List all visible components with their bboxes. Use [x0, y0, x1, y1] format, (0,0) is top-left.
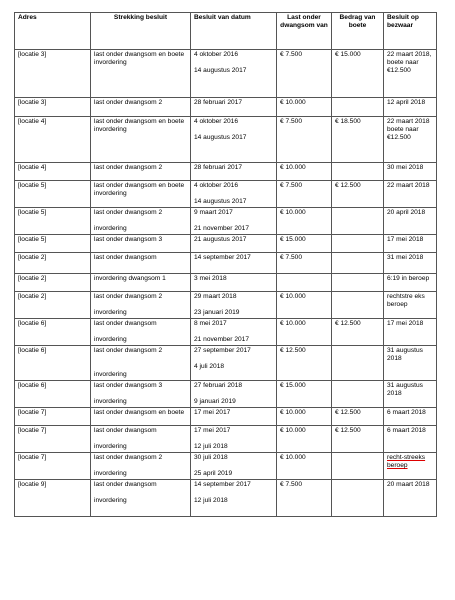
- cell-adres-text: [locatie 4]: [18, 118, 47, 125]
- cell-boete: [332, 253, 384, 274]
- cell-datum-text: 17 mei 2017: [194, 409, 231, 416]
- cell-strekking-text: last onder dwangsom 2 invordering: [94, 347, 163, 378]
- cell-strekking-text: last onder dwangsom en boete: [94, 409, 185, 416]
- cell-adres-text: [locatie 5]: [18, 236, 47, 243]
- header-boete: Bedrag van boete: [332, 13, 384, 50]
- cell-adres: [15, 480, 91, 517]
- cell-adres-text: [locatie 7]: [18, 427, 47, 434]
- cell-bezwaar: [384, 453, 437, 480]
- cell-last: [277, 319, 332, 346]
- cell-datum-text: 4 oktober 2016 14 augustus 2017: [194, 182, 247, 205]
- cell-datum-text: 4 oktober 2016 14 augustus 2017: [194, 118, 247, 141]
- cell-bezwaar-text: 31 augustus 2018: [387, 347, 423, 362]
- cell-last: [277, 480, 332, 517]
- cell-bezwaar: [384, 346, 437, 381]
- cell-strekking: [91, 181, 191, 208]
- table-row: [15, 480, 437, 517]
- cell-bezwaar-text: 22 maart 2018: [387, 182, 430, 189]
- cell-strekking: [91, 163, 191, 181]
- cell-datum-text: 14 september 2017: [194, 254, 251, 261]
- cell-bezwaar: [384, 292, 437, 319]
- cell-strekking-text: last onder dwangsom 3: [94, 236, 163, 243]
- table-row: [15, 346, 437, 381]
- cell-last-text: € 10.000: [280, 454, 306, 461]
- cell-strekking: [91, 480, 191, 517]
- cell-bezwaar-text: 12 april 2018: [387, 99, 426, 106]
- cell-bezwaar-text: 17 mei 2018: [387, 320, 424, 327]
- cell-last-text: € 10.000: [280, 209, 306, 216]
- table-row: [15, 381, 437, 408]
- cell-last-text: € 10.000: [280, 164, 306, 171]
- cell-datum: [191, 208, 277, 235]
- cell-strekking: [91, 381, 191, 408]
- table-row: [15, 50, 437, 98]
- cell-bezwaar-text: 30 mei 2018: [387, 164, 424, 171]
- cell-adres: [15, 408, 91, 426]
- cell-last-text: € 10.000: [280, 99, 306, 106]
- cell-last: [277, 426, 332, 453]
- table-row: [15, 408, 437, 426]
- cell-datum: [191, 319, 277, 346]
- cell-adres-text: [locatie 5]: [18, 182, 47, 189]
- cell-adres-text: [locatie 2]: [18, 254, 47, 261]
- cell-bezwaar-text: 20 april 2018: [387, 209, 426, 216]
- cell-adres: [15, 274, 91, 292]
- cell-datum-text: 21 augustus 2017: [194, 236, 247, 243]
- table-row: [15, 163, 437, 181]
- cell-last: [277, 98, 332, 117]
- cell-adres: [15, 346, 91, 381]
- cell-last: [277, 208, 332, 235]
- cell-datum-text: 27 september 2017 4 juli 2018: [194, 347, 251, 370]
- cell-boete: [332, 346, 384, 381]
- cell-boete: [332, 117, 384, 163]
- cell-boete: [332, 235, 384, 253]
- cell-strekking: [91, 426, 191, 453]
- cell-last-text: € 10.000: [280, 293, 306, 300]
- cell-last: [277, 453, 332, 480]
- cell-datum: [191, 274, 277, 292]
- table-row: [15, 274, 437, 292]
- cell-last-text: € 15.000: [280, 236, 306, 243]
- cell-boete: [332, 181, 384, 208]
- cell-datum-text: 3 mei 2018: [194, 275, 227, 282]
- cell-bezwaar-text: 22 maart 2018, boete naar €12.500: [387, 51, 432, 74]
- cell-adres: [15, 208, 91, 235]
- cell-boete: [332, 292, 384, 319]
- cell-adres-text: [locatie 4]: [18, 164, 47, 171]
- cell-last: [277, 408, 332, 426]
- cell-datum-text: 4 oktober 2016 14 augustus 2017: [194, 51, 247, 74]
- cell-last: [277, 292, 332, 319]
- cell-bezwaar-text: 31 augustus 2018: [387, 382, 423, 397]
- cell-boete-text: € 12.500: [335, 409, 361, 416]
- cell-adres-text: [locatie 5]: [18, 209, 47, 216]
- cell-boete: [332, 408, 384, 426]
- cell-bezwaar: [384, 117, 437, 163]
- cell-strekking-text: invordering dwangsom 1: [94, 275, 166, 282]
- cell-datum: [191, 253, 277, 274]
- cell-boete: [332, 381, 384, 408]
- cell-bezwaar: [384, 274, 437, 292]
- cell-strekking-text: last onder dwangsom en boete invordering: [94, 51, 185, 66]
- cell-bezwaar: [384, 208, 437, 235]
- cell-last: [277, 50, 332, 98]
- cell-last: [277, 346, 332, 381]
- cell-bezwaar: [384, 235, 437, 253]
- table-row: [15, 181, 437, 208]
- cell-adres: [15, 253, 91, 274]
- cell-strekking: [91, 117, 191, 163]
- cell-strekking-text: last onder dwangsom 2 invordering: [94, 293, 163, 316]
- cell-adres-text: [locatie 6]: [18, 320, 47, 327]
- cell-boete: [332, 98, 384, 117]
- cell-bezwaar: [384, 426, 437, 453]
- cell-last-text: € 10.000: [280, 320, 306, 327]
- cell-boete-text: € 12.500: [335, 320, 361, 327]
- cell-last-text: € 7.500: [280, 118, 302, 125]
- cell-adres: [15, 453, 91, 480]
- cell-adres-text: [locatie 7]: [18, 454, 47, 461]
- cell-last: [277, 163, 332, 181]
- cell-strekking-text: last onder dwangsom 2 invordering: [94, 454, 163, 477]
- table-row: [15, 117, 437, 163]
- cell-adres-text: [locatie 3]: [18, 51, 47, 58]
- cell-bezwaar-text: recht-streeks beroep: [387, 454, 426, 469]
- cell-adres-text: [locatie 6]: [18, 347, 47, 354]
- cell-datum: [191, 292, 277, 319]
- cell-bezwaar-text: 6 maart 2018: [387, 427, 426, 434]
- cell-adres: [15, 292, 91, 319]
- cell-strekking: [91, 98, 191, 117]
- cell-last-text: € 7.500: [280, 182, 302, 189]
- cell-bezwaar-text: 22 maart 2018 boete naar €12.500: [387, 118, 430, 141]
- table-row: [15, 253, 437, 274]
- cell-strekking: [91, 253, 191, 274]
- cell-strekking: [91, 50, 191, 98]
- cell-adres: [15, 319, 91, 346]
- header-adres: Adres: [15, 13, 91, 50]
- cell-datum: [191, 235, 277, 253]
- cell-strekking: [91, 235, 191, 253]
- cell-datum-text: 28 februari 2017: [194, 164, 243, 171]
- cell-last-text: € 7.500: [280, 481, 302, 488]
- cell-adres: [15, 426, 91, 453]
- cell-bezwaar-text: 31 mei 2018: [387, 254, 424, 261]
- cell-strekking-text: last onder dwangsom 2: [94, 99, 163, 106]
- cell-adres: [15, 163, 91, 181]
- cell-bezwaar: [384, 319, 437, 346]
- cell-datum-text: 8 mei 2017 21 november 2017: [194, 320, 249, 343]
- cell-strekking-text: last onder dwangsom invordering: [94, 320, 157, 343]
- cell-strekking: [91, 274, 191, 292]
- table-row: [15, 208, 437, 235]
- cell-last-text: € 10.000: [280, 427, 306, 434]
- cell-last-text: € 7.500: [280, 51, 302, 58]
- cell-last: [277, 274, 332, 292]
- cell-adres-text: [locatie 7]: [18, 409, 47, 416]
- cell-strekking-text: last onder dwangsom en boete invordering: [94, 182, 185, 197]
- cell-strekking: [91, 346, 191, 381]
- besluiten-table: [14, 12, 437, 517]
- header-strekking: Strekking besluit: [91, 13, 191, 50]
- cell-datum: [191, 381, 277, 408]
- cell-datum-text: 27 februari 2018 9 januari 2019: [194, 382, 243, 405]
- table-row: [15, 319, 437, 346]
- cell-datum-text: 29 maart 2018 23 januari 2019: [194, 293, 240, 316]
- cell-datum: [191, 98, 277, 117]
- cell-bezwaar: [384, 381, 437, 408]
- cell-boete: [332, 319, 384, 346]
- cell-strekking-text: last onder dwangsom en boete invordering: [94, 118, 185, 133]
- cell-bezwaar-text: 20 maart 2018: [387, 481, 430, 488]
- cell-datum: [191, 453, 277, 480]
- cell-boete-text: € 12.500: [335, 182, 361, 189]
- cell-adres-text: [locatie 3]: [18, 99, 47, 106]
- header-row: [15, 13, 437, 50]
- cell-adres: [15, 98, 91, 117]
- cell-strekking-text: last onder dwangsom 3 invordering: [94, 382, 163, 405]
- cell-boete: [332, 426, 384, 453]
- cell-strekking-text: last onder dwangsom invordering: [94, 427, 157, 450]
- cell-datum: [191, 346, 277, 381]
- cell-boete: [332, 274, 384, 292]
- cell-strekking-text: last onder dwangsom invordering: [94, 481, 157, 504]
- cell-bezwaar-text: 17 mei 2018: [387, 236, 424, 243]
- cell-strekking: [91, 319, 191, 346]
- cell-boete: [332, 163, 384, 181]
- cell-adres: [15, 50, 91, 98]
- cell-bezwaar-text: 6 maart 2018: [387, 409, 426, 416]
- cell-strekking: [91, 408, 191, 426]
- cell-bezwaar: [384, 480, 437, 517]
- cell-boete-text: € 15.000: [335, 51, 361, 58]
- table-row: [15, 292, 437, 319]
- cell-datum-text: 30 juli 2018 25 april 2019: [194, 454, 233, 477]
- header-bezwaar: Besluit op bezwaar: [384, 13, 437, 50]
- cell-datum-text: 17 mei 2017 12 juli 2018: [194, 427, 231, 450]
- cell-strekking-text: last onder dwangsom 2 invordering: [94, 209, 163, 232]
- cell-strekking-text: last onder dwangsom 2: [94, 164, 163, 171]
- header-last: Last onder dwangsom van: [277, 13, 332, 50]
- table-row: [15, 453, 437, 480]
- cell-adres-text: [locatie 2]: [18, 293, 47, 300]
- cell-last-text: € 12.500: [280, 347, 306, 354]
- cell-adres: [15, 381, 91, 408]
- cell-bezwaar: [384, 181, 437, 208]
- cell-last: [277, 381, 332, 408]
- cell-datum-text: 28 februari 2017: [194, 99, 243, 106]
- cell-datum-text: 9 maart 2017 21 november 2017: [194, 209, 249, 232]
- cell-bezwaar: [384, 50, 437, 98]
- cell-boete: [332, 480, 384, 517]
- cell-strekking-text: last onder dwangsom: [94, 254, 157, 261]
- table-row: [15, 235, 437, 253]
- cell-bezwaar: [384, 163, 437, 181]
- cell-datum-text: 14 september 2017 12 juli 2018: [194, 481, 251, 504]
- cell-last: [277, 181, 332, 208]
- cell-bezwaar: [384, 98, 437, 117]
- table-row: [15, 426, 437, 453]
- cell-strekking: [91, 208, 191, 235]
- cell-boete: [332, 453, 384, 480]
- cell-last: [277, 253, 332, 274]
- cell-datum: [191, 50, 277, 98]
- cell-adres-text: [locatie 6]: [18, 382, 47, 389]
- cell-strekking: [91, 292, 191, 319]
- cell-strekking: [91, 453, 191, 480]
- table-row: [15, 98, 437, 117]
- cell-datum: [191, 117, 277, 163]
- cell-bezwaar-text: 6:19 in beroep: [387, 275, 430, 282]
- cell-adres: [15, 117, 91, 163]
- cell-bezwaar-text: rechtstre eks beroep: [387, 293, 425, 308]
- header-datum: Besluit van datum: [191, 13, 277, 50]
- cell-last-text: € 10.000: [280, 409, 306, 416]
- cell-boete: [332, 50, 384, 98]
- cell-adres-text: [locatie 2]: [18, 275, 47, 282]
- cell-datum: [191, 181, 277, 208]
- cell-adres: [15, 235, 91, 253]
- cell-datum: [191, 426, 277, 453]
- cell-adres: [15, 181, 91, 208]
- cell-boete-text: € 12.500: [335, 427, 361, 434]
- cell-last-text: € 7.500: [280, 254, 302, 261]
- cell-last: [277, 117, 332, 163]
- cell-bezwaar: [384, 253, 437, 274]
- cell-datum: [191, 480, 277, 517]
- cell-boete-text: € 18.500: [335, 118, 361, 125]
- cell-boete: [332, 208, 384, 235]
- cell-last-text: € 15.000: [280, 382, 306, 389]
- cell-adres-text: [locatie 9]: [18, 481, 47, 488]
- cell-last: [277, 235, 332, 253]
- cell-bezwaar: [384, 408, 437, 426]
- cell-datum: [191, 408, 277, 426]
- cell-datum: [191, 163, 277, 181]
